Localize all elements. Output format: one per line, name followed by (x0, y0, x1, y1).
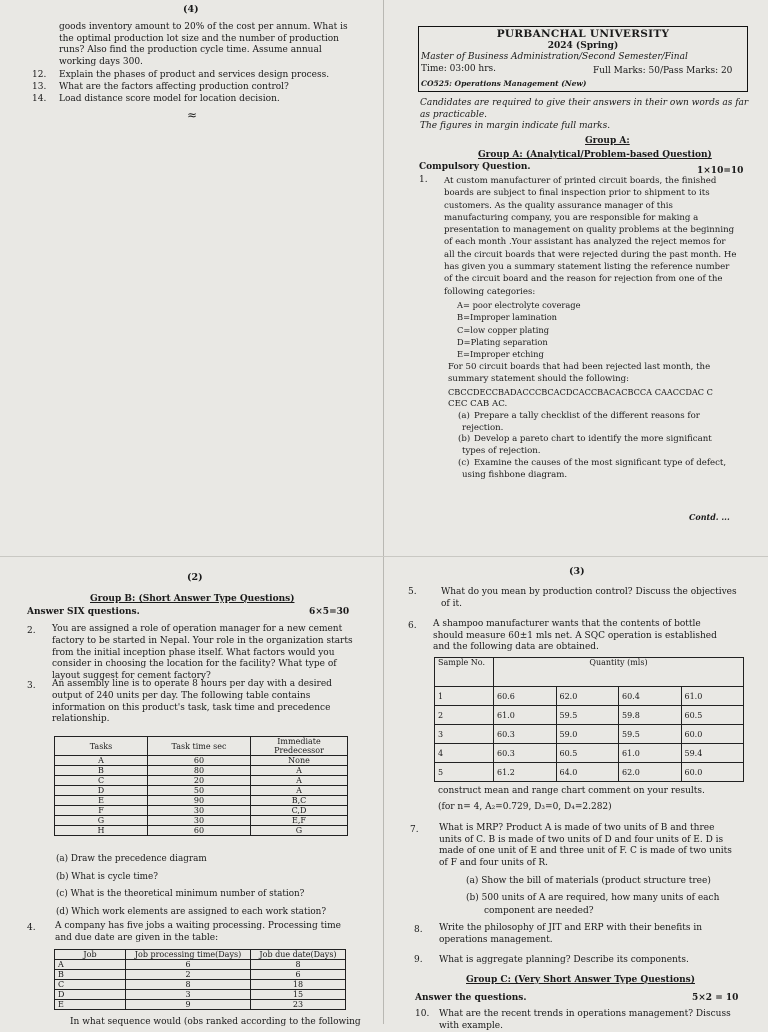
table-cell: C,D (251, 806, 348, 816)
table-cell: 61.2 (494, 763, 557, 782)
text-line: should measure 60±1 mls net. A SQC operation is established (433, 631, 751, 643)
table-cell: D (55, 786, 148, 796)
text-line: What is MRP? Product A is made of two units of B and three (439, 823, 751, 835)
table-cell: C (55, 980, 126, 990)
question-number: 3. (27, 681, 36, 693)
table-cell: H (55, 826, 148, 836)
cut-off-line: In what sequence would (obs ranked according to the following (70, 1017, 361, 1029)
text-line: rejection. (458, 423, 740, 435)
table-cell: 3 (126, 990, 251, 1000)
table-cell: A (251, 786, 348, 796)
question-number: 8. (414, 925, 423, 937)
text-line: layout suggest for cement factory? (52, 671, 368, 683)
text-line: relationship. (52, 714, 368, 726)
column-header: Quantity (mls) (494, 658, 744, 687)
question-number: 7. (410, 825, 419, 837)
category-item: C=low copper plating (457, 324, 581, 336)
question-10 (439, 1009, 751, 1032)
text-line: has given you a summary statement listing the reference number (444, 261, 737, 273)
question-number: 9. (414, 955, 423, 967)
text-line: the optimal production lot size and the number of production (59, 34, 369, 46)
table-cell: 5 (435, 763, 494, 782)
table-cell: 60.5 (681, 706, 744, 725)
table-cell: 60.4 (619, 687, 682, 706)
text-line: At custom manufacturer of printed circuit boards, the finished (444, 175, 737, 187)
exam-year: 2024 (Spring) (418, 41, 748, 53)
question-number: 14. (32, 94, 59, 106)
question-number: 12. (32, 70, 59, 82)
text-line: information on this product's task, task time and precedence (52, 703, 368, 715)
table-row (55, 960, 346, 970)
column-header: Task time sec (148, 737, 251, 756)
table-cell: 61.0 (619, 744, 682, 763)
table-cell: 59.5 (619, 725, 682, 744)
table-cell: 64.0 (556, 763, 619, 782)
table-cell: A (55, 756, 148, 766)
table-row (55, 796, 348, 806)
table-cell: 8 (251, 960, 346, 970)
text-line: runs? Also find the production cycle time. Assume annual (59, 45, 369, 57)
sqc-table (434, 657, 744, 782)
text-line: of F and four units of R. (439, 858, 751, 870)
table-cell: 15 (251, 990, 346, 1000)
question-9: What is aggregate planning? Describe its components. (439, 955, 751, 967)
text-line: What do you mean by production control? Discuss the objectives (441, 587, 751, 599)
column-header: Tasks (55, 737, 148, 756)
question-1 (444, 175, 737, 298)
table-row (55, 786, 348, 796)
question-number: 10. (415, 1009, 429, 1021)
table-cell: 60 (148, 826, 251, 836)
column-header: Immediate Predecessor (251, 737, 348, 756)
q1-continuation (448, 361, 738, 410)
table-cell: 8 (126, 980, 251, 990)
text-line: of it. (441, 599, 751, 611)
question-number: 1. (419, 175, 428, 187)
table-row (55, 816, 348, 826)
table-cell: G (251, 826, 348, 836)
text-line: consider in choosing the location for the facility? What type of (52, 659, 368, 671)
group-b-marks: 6×5=30 (309, 607, 349, 619)
table-cell: G (55, 816, 148, 826)
table-cell: 62.0 (556, 687, 619, 706)
subpart: (b) 500 units of A are required, how many units of each (466, 892, 756, 905)
text-line: of the circuit board and the reason for rejection from one of the (444, 273, 737, 285)
q3-subparts (56, 851, 376, 921)
group-a-title: Group A: (Analytical/Problem-based Question) (478, 150, 712, 162)
page-number: (3) (569, 566, 585, 578)
table-row (55, 776, 348, 786)
table-cell: 59.5 (556, 706, 619, 725)
table-row (55, 756, 348, 766)
table-cell: E,F (251, 816, 348, 826)
text-line: using fishbone diagram. (458, 470, 740, 482)
text-line: For 50 circuit boards that had been rejected last month, the (448, 361, 738, 373)
text-line: An assembly line is to operate 8 hours per day with a desired (52, 679, 368, 691)
group-b-title: Group B: (Short Answer Type Questions) (90, 594, 294, 606)
rejection-categories (457, 299, 581, 360)
subpart: component are needed? (466, 905, 756, 918)
table-cell: 4 (435, 744, 494, 763)
answer-questions-label: Answer the questions. (415, 993, 526, 1005)
table-row (55, 826, 348, 836)
table-cell: 61.0 (681, 687, 744, 706)
text-line: as practicable. (420, 110, 750, 122)
table-cell: 30 (148, 806, 251, 816)
program: Master of Business Administration/Second Semester/Final (421, 52, 746, 64)
table-cell: 60.5 (556, 744, 619, 763)
job-table (54, 949, 346, 1010)
subpart: (a) Draw the precedence diagram (56, 851, 376, 869)
page-number: (4) (183, 4, 199, 16)
page-2 (0, 557, 383, 1024)
table-cell: 90 (148, 796, 251, 806)
text-line: working days 300. (59, 57, 369, 69)
table-cell: E (55, 796, 148, 806)
text-line: You are assigned a role of operation manager for a new cement (52, 624, 368, 636)
text-line: and due date are given in the table: (55, 933, 371, 945)
end-mark: ≈ (187, 110, 197, 122)
compulsory-label: Compulsory Question. (419, 162, 531, 174)
table-header-row (435, 658, 744, 687)
text-line: Candidates are required to give their answers in their own words as far (420, 98, 750, 110)
table-cell: C (55, 776, 148, 786)
table-cell: D (55, 990, 126, 1000)
page-1 (384, 0, 768, 556)
table-row (55, 806, 348, 816)
text-line: boards are subject to final inspection prior to shipment to its (444, 187, 737, 199)
table-row (55, 1000, 346, 1010)
text-line: customers. As the quality assurance manager of this (444, 200, 737, 212)
table-cell: 61.0 (494, 706, 557, 725)
text-line: and the following data are obtained. (433, 642, 751, 654)
column-header: Job (55, 950, 126, 960)
table-row (435, 706, 744, 725)
table-cell: 50 (148, 786, 251, 796)
table-cell: 59.8 (619, 706, 682, 725)
answer-six-label: Answer SIX questions. (27, 607, 140, 619)
category-item: D=Plating separation (457, 336, 581, 348)
reject-sequence: CBCCDECCBADACCCBCACDCACCBACACBCCA CAACCDAC C (448, 386, 738, 398)
instructions (420, 98, 750, 133)
group-c-marks: 5×2 = 10 (692, 993, 738, 1005)
table-cell: 6 (126, 960, 251, 970)
page-3 (384, 557, 768, 1024)
table-cell: None (251, 756, 348, 766)
table-cell: 59.4 (681, 744, 744, 763)
question-13 (32, 82, 372, 94)
table-cell: 62.0 (619, 763, 682, 782)
text-line: A shampoo manufacturer wants that the contents of bottle (433, 619, 751, 631)
question-5 (441, 587, 751, 610)
table-row (55, 766, 348, 776)
table-row (55, 970, 346, 980)
table-cell: 60.3 (494, 744, 557, 763)
text-line: with example. (439, 1021, 751, 1032)
text-line: summary statement should the following: (448, 373, 738, 385)
subpart-b (458, 434, 740, 457)
table-cell: 59.0 (556, 725, 619, 744)
table-row (55, 990, 346, 1000)
subpart: (d) Which work elements are assigned to each work station? (56, 904, 376, 922)
table-row (435, 763, 744, 782)
text-line: (for n= 4, A₂=0.729, D₃=0, D₄=2.282) (438, 799, 748, 815)
table-cell: 60.0 (681, 763, 744, 782)
exam-marks: Full Marks: 50/Pass Marks: 20 (593, 66, 732, 78)
subpart-label: (c) (458, 458, 474, 470)
question-14 (32, 94, 372, 106)
group-a-label: Group A: (585, 136, 630, 148)
text-line: following categories: (444, 286, 737, 298)
text-line: made of one unit of E and three unit of F. C is made of two units (439, 846, 751, 858)
table-cell: 23 (251, 1000, 346, 1010)
question-number: 4. (27, 923, 36, 935)
course-code: CO525: Operations Management (New) (421, 78, 586, 90)
text-line: types of rejection. (458, 446, 740, 458)
column-header: Job due date(Days) (251, 950, 346, 960)
table-cell: 60.6 (494, 687, 557, 706)
subpart-label: (a) (458, 411, 474, 423)
text-line: construct mean and range chart comment on your results. (438, 783, 748, 799)
table-cell: 18 (251, 980, 346, 990)
text-line: Examine the causes of the most significant type of defect, (474, 458, 726, 468)
text-line: all the circuit boards that were rejected during the past month. He (444, 249, 737, 261)
question-12 (32, 70, 372, 82)
subpart-label: (b) (458, 434, 474, 446)
text-line: factory to be started in Nepal. Your role in the organization starts (52, 636, 368, 648)
question-7 (439, 823, 751, 869)
text-line: units of C. B is made of two units of D and four units of E. D is (439, 835, 751, 847)
subpart: (a) Show the bill of materials (product structure tree) (466, 875, 756, 888)
table-cell: 1 (435, 687, 494, 706)
table-cell: A (251, 776, 348, 786)
table-cell: B (55, 970, 126, 980)
text-line: The figures in margin indicate full marks. (420, 121, 750, 133)
table-cell: 9 (126, 1000, 251, 1010)
q11-continuation (59, 22, 369, 68)
page-number: (2) (187, 572, 203, 584)
table-row (55, 980, 346, 990)
question-6 (433, 619, 751, 654)
q7-subparts (466, 875, 756, 918)
table-cell: E (55, 1000, 126, 1010)
question-4 (55, 921, 371, 945)
question-text: Load distance score model for location decision. (59, 94, 280, 104)
page-4 (0, 0, 383, 556)
table-row (435, 725, 744, 744)
text-line: A company has five jobs a waiting processing. Processing time (55, 921, 371, 933)
subpart: (c) What is the theoretical minimum number of station? (56, 886, 376, 904)
text-line: What are the recent trends in operations management? Discuss (439, 1009, 751, 1021)
question-number: 2. (27, 626, 36, 638)
table-cell: 2 (126, 970, 251, 980)
table-cell: 2 (435, 706, 494, 725)
text-line: from the initial inception phase itself. What factors would you (52, 648, 368, 660)
question-3 (52, 679, 368, 726)
text-line: of each month .Your assistant has analyzed the reject memos for (444, 236, 737, 248)
table-row (435, 687, 744, 706)
table-cell: 60.3 (494, 725, 557, 744)
table-cell: A (55, 960, 126, 970)
question-text: Explain the phases of product and services design process. (59, 70, 329, 80)
university-name: PURBANCHAL UNIVERSITY (418, 29, 748, 41)
table-cell: 3 (435, 725, 494, 744)
table-cell: 80 (148, 766, 251, 776)
question-2 (52, 624, 368, 683)
q1-subparts (458, 411, 740, 481)
table-cell: 60.0 (681, 725, 744, 744)
column-header: Job processing time(Days) (126, 950, 251, 960)
table-cell: 30 (148, 816, 251, 826)
text-line: Prepare a tally checklist of the different reasons for (474, 411, 700, 421)
subpart: (b) What is cycle time? (56, 869, 376, 887)
text-line: Write the philosophy of JIT and ERP with their benefits in (439, 923, 751, 935)
table-cell: 6 (251, 970, 346, 980)
question-text: What are the factors affecting production control? (59, 82, 289, 92)
text-line: output of 240 units per day. The following table contains (52, 691, 368, 703)
subpart-c (458, 458, 740, 481)
q6-continuation (438, 783, 748, 815)
question-8 (439, 923, 751, 946)
category-item: A= poor electrolyte coverage (457, 299, 581, 311)
text-line: operations management. (439, 935, 751, 947)
question-number: 6. (408, 621, 417, 633)
category-item: B=Improper lamination (457, 311, 581, 323)
table-cell: B (55, 766, 148, 776)
text-line: presentation to management on quality problems at the beginning (444, 224, 737, 236)
table-cell: A (251, 766, 348, 776)
question-number: 13. (32, 82, 59, 94)
subpart-a (458, 411, 740, 434)
table-cell: 20 (148, 776, 251, 786)
table-row (435, 744, 744, 763)
exam-time: Time: 03:00 hrs. (421, 64, 496, 76)
group-c-title: Group C: (Very Short Answer Type Questions) (466, 975, 695, 987)
question-number: 5. (408, 587, 417, 599)
table-cell: 60 (148, 756, 251, 766)
text-line: goods inventory amount to 20% of the cost per annum. What is (59, 22, 369, 34)
text-line: Develop a pareto chart to identify the more significant (474, 434, 712, 444)
continued-note: Contd. ... (689, 512, 730, 524)
compulsory-marks: 1×10=10 (697, 166, 743, 178)
task-table (54, 736, 348, 836)
table-cell: F (55, 806, 148, 816)
category-item: E=Improper etching (457, 348, 581, 360)
column-header: Sample No. (435, 658, 494, 687)
text-line: manufacturing company, you are responsible for making a (444, 212, 737, 224)
reject-sequence: CEC CAB AC. (448, 398, 738, 410)
table-cell: B,C (251, 796, 348, 806)
